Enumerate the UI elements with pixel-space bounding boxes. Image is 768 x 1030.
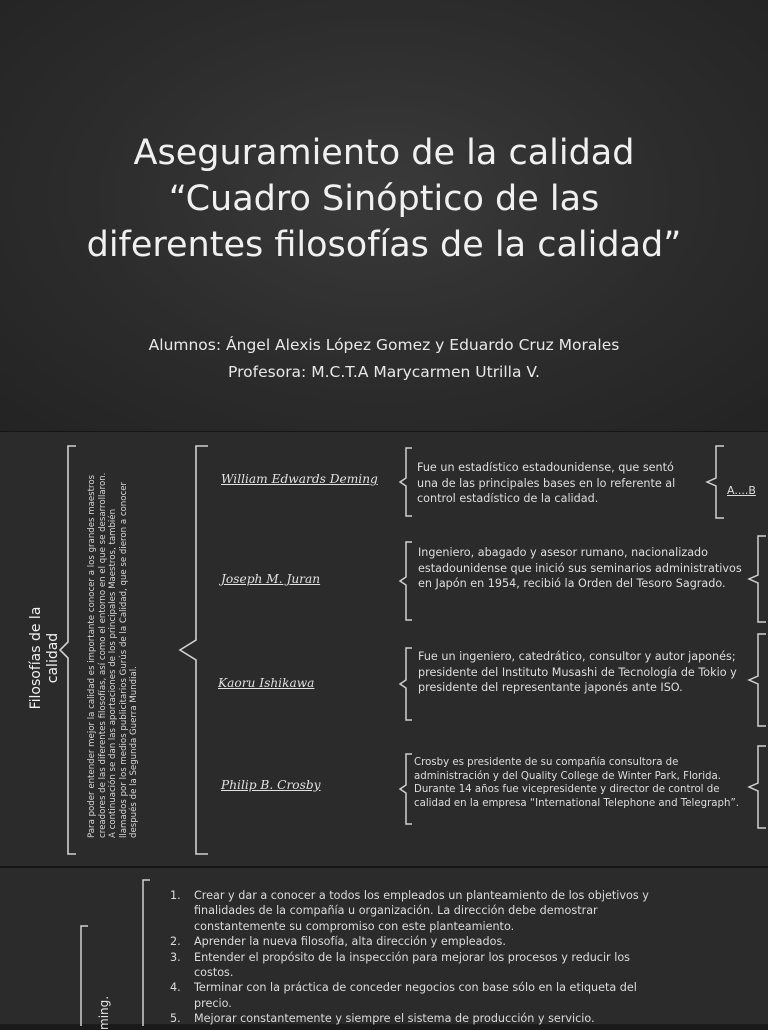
presentation-title <box>20 130 748 268</box>
point-text: Aprender la nueva filosofía, alta dirección y empleados. <box>194 935 506 949</box>
guru-desc-ishikawa: Fue un ingeniero, catedrático, consultor y autor japonés; presidente del Instituto Musashi de Tecnología de Tokio y presidente del representante japonés ante ISO. <box>418 650 737 694</box>
point-number: 3. <box>170 950 181 964</box>
point-text: Entender el propósito de la inspección para mejorar los procesos y reducir los costos. <box>194 950 630 980</box>
guru-name-deming[interactable]: William Edwards Deming <box>221 472 378 486</box>
intro-paragraph: Para poder entender mejor la calidad es importante conocer a los grandes maestros creadores de las diferentes filosofías, así como el entorno en el que se desarrollaron. A continuación se dan las aportaciones de los principales Maestros, también llamados por los medios publicitarios Gurús de la Calidad, que se dieron a conocer después de la Segunda Guerra Mundial. <box>87 472 140 838</box>
bracket-crosby <box>398 752 414 826</box>
bracket-deming <box>398 446 414 518</box>
bracket-deming-sub <box>704 444 728 520</box>
bracket-gurus <box>176 444 210 856</box>
deming-point <box>170 888 670 934</box>
guru-desc-deming: Fue un estadístico estadounidense, que sentó una de las principales bases en lo referente al control estadístico de la calidad. <box>417 461 676 505</box>
title-line-1: Aseguramiento de la calidad <box>133 133 635 173</box>
deming-subchart-link[interactable]: A....B <box>727 484 756 497</box>
root-label: Filosofías de la calidad <box>28 606 61 710</box>
bracket-ishikawa <box>398 646 414 722</box>
bracket-ishikawa-sub <box>746 632 768 728</box>
guru-desc-juran: Ingeniero, abagado y asesor rumano, nacionalizado estadounidense que inició sus seminarios administrativos en Japón en 1954, recibió la Orden del Tesoro Sagrado. <box>418 546 742 590</box>
guru-name-crosby[interactable]: Philip B. Crosby <box>221 778 321 792</box>
point-text: Mejorar constantemente y siempre el sistema de producción y servicio. <box>194 1012 595 1026</box>
deming-point <box>170 1011 670 1026</box>
bracket-points <box>136 878 152 1028</box>
guru-name-ishikawa[interactable]: Kaoru Ishikawa <box>218 676 315 690</box>
guru-name-juran[interactable]: Joseph M. Juran <box>221 572 321 586</box>
teacher-line: Profesora: M.C.T.A Marycarmen Utrilla V. <box>228 363 540 381</box>
deming-point <box>170 950 670 981</box>
point-number: 5. <box>170 1012 181 1026</box>
bracket-deming-side <box>74 924 90 1028</box>
deming-point <box>170 934 670 949</box>
bracket-crosby-sub <box>746 744 768 830</box>
students-line: Alumnos: Ángel Alexis López Gomez y Eduardo Cruz Morales <box>148 336 620 354</box>
bracket-juran-sub <box>746 534 768 624</box>
deming-point <box>170 980 670 1011</box>
guru-desc-crosby: Crosby es presidente de su compañía consultora de administración y del Quality College de Winter Park, Florida. Durante 14 años fue vicepresidente y director de control de calidad en la empresa “International Telephone and Telegraph”. <box>414 757 739 809</box>
point-text: Terminar con la práctica de conceder negocios con base sólo en la etiqueta del precio. <box>194 981 637 1010</box>
point-number: 2. <box>170 935 181 949</box>
bracket-juran <box>398 540 414 622</box>
deming-side-label: ming. <box>97 995 111 1030</box>
bracket-root <box>58 444 80 856</box>
title-line-2: “Cuadro Sinóptico de las <box>168 179 600 219</box>
point-number: 4. <box>170 981 181 995</box>
point-text: Crear y dar a conocer a todos los empleados un planteamiento de los objetivos y finalidades de la compañía u organización. La dirección debe demostrar constantemente su compromiso con este planteamiento. <box>194 889 649 933</box>
deming-points-list <box>170 888 670 1027</box>
point-number: 1. <box>170 889 181 902</box>
title-line-3: diferentes filosofías de la calidad” <box>86 225 682 265</box>
